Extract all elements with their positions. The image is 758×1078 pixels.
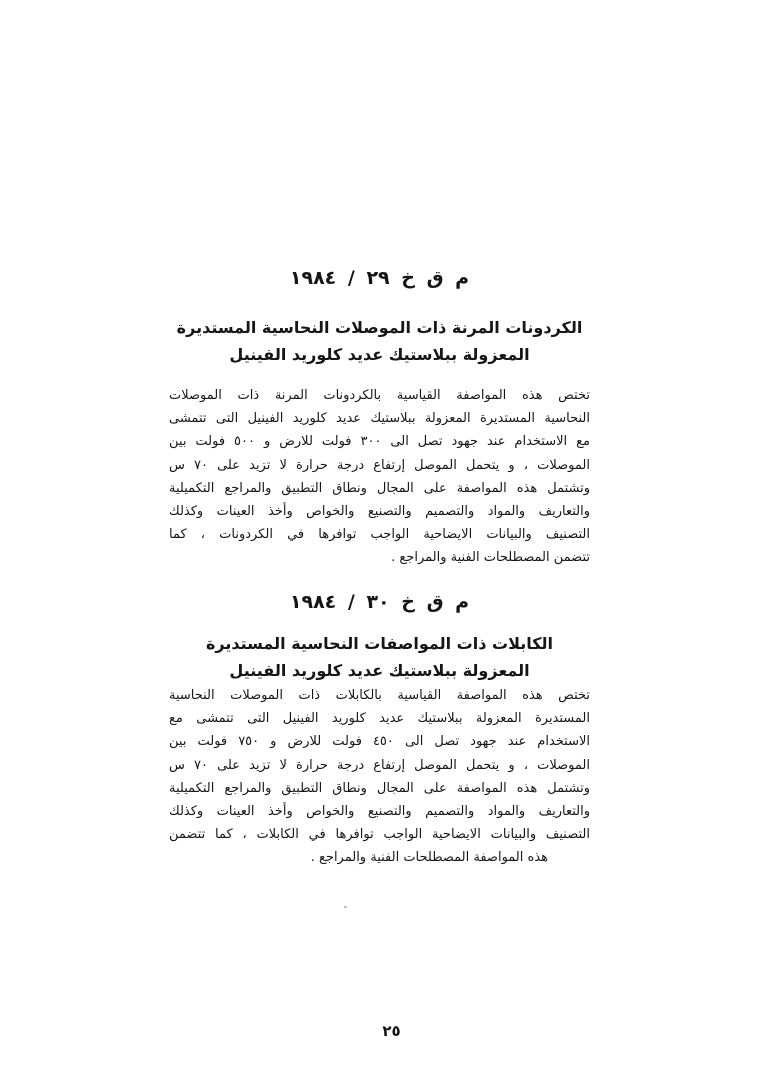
standard-title-line: المعزولة ببلاستيك عديد كلوريد الفينيل	[229, 661, 530, 680]
standard-title-line: الكردونات المرنة ذات الموصلات النحاسية المستديرة	[176, 318, 583, 337]
abstract-line: هذه المواصفة المصطلحات الفنية والمراجع .	[310, 850, 548, 866]
abstract-line: مع الاستخدام عند جهود تصل الى ٣٠٠ فولت للارض و ٥٠٠ فولت بين	[169, 434, 590, 450]
abstract-line: التصنيف والبيانات الايضاحية الواجب توافرها في الكابلات ، كما تتضمن	[169, 827, 590, 843]
standard-title-line: الكابلات ذات المواصفات النحاسية المستديرة	[205, 634, 554, 653]
abstract-line: النحاسية المستديرة المعزولة ببلاستيك عديد كلوريد الفينيل التى تتمشى	[169, 411, 590, 427]
abstract-line: الموصلات ، و يتحمل الموصل إرتفاع درجة حرارة لا تزيد على ٧٠ س	[169, 457, 590, 473]
standard-title	[169, 630, 590, 684]
standard-title-line: المعزولة ببلاستيك عديد كلوريد الفينيل	[229, 345, 530, 364]
standard-title	[169, 314, 590, 368]
abstract-line: الاستخدام عند جهود تصل الى ٤٥٠ فولت للارض و ٧٥٠ فولت بين	[169, 734, 591, 750]
abstract-line: تختص هذه المواصفة القياسية بالكردونات المرنة ذات الموصلات	[169, 388, 590, 403]
scan-artifact-dot	[344, 906, 347, 908]
abstract-line: تتضمن المصطلحات الفنية والمراجع .	[391, 550, 590, 566]
abstract-line: المستديرة المعزولة ببلاستيك عديد كلوريد الفينيل التى تتمشى مع	[169, 711, 590, 727]
standard-code-heading: م ق خ ٢٩ / ١٩٨٤	[289, 267, 470, 289]
abstract-line: التصنيف والبيانات الايضاحية الواجب توافرها في الكردونات ، كما	[169, 527, 590, 543]
standard-abstract	[169, 384, 590, 570]
abstract-line: تختص هذه المواصفة القياسية بالكابلات ذات الموصلات النحاسية	[169, 688, 590, 703]
standard-code-heading: م ق خ ٣٠ / ١٩٨٤	[289, 591, 470, 613]
abstract-line: الموصلات ، و يتحمل الموصل إرتفاع درجة حرارة لا تزيد على ٧٠ س	[169, 757, 590, 773]
abstract-line: وتشتمل هذه المواصفة على المجال ونطاق التطبيق والمراجع التكميلية	[169, 480, 590, 496]
abstract-line: والتعاريف والمواد والتصميم والتصنيع والخواص وأخذ العينات وكذلك	[169, 804, 590, 820]
page-number: ٢٥	[382, 1022, 401, 1040]
standard-abstract	[169, 684, 590, 870]
abstract-line: والتعاريف والمواد والتصميم والتصنيع والخواص وأخذ العينات وكذلك	[169, 504, 590, 520]
abstract-line: وتشتمل هذه المواصفة على المجال ونطاق التطبيق والمراجع التكميلية	[169, 780, 590, 796]
